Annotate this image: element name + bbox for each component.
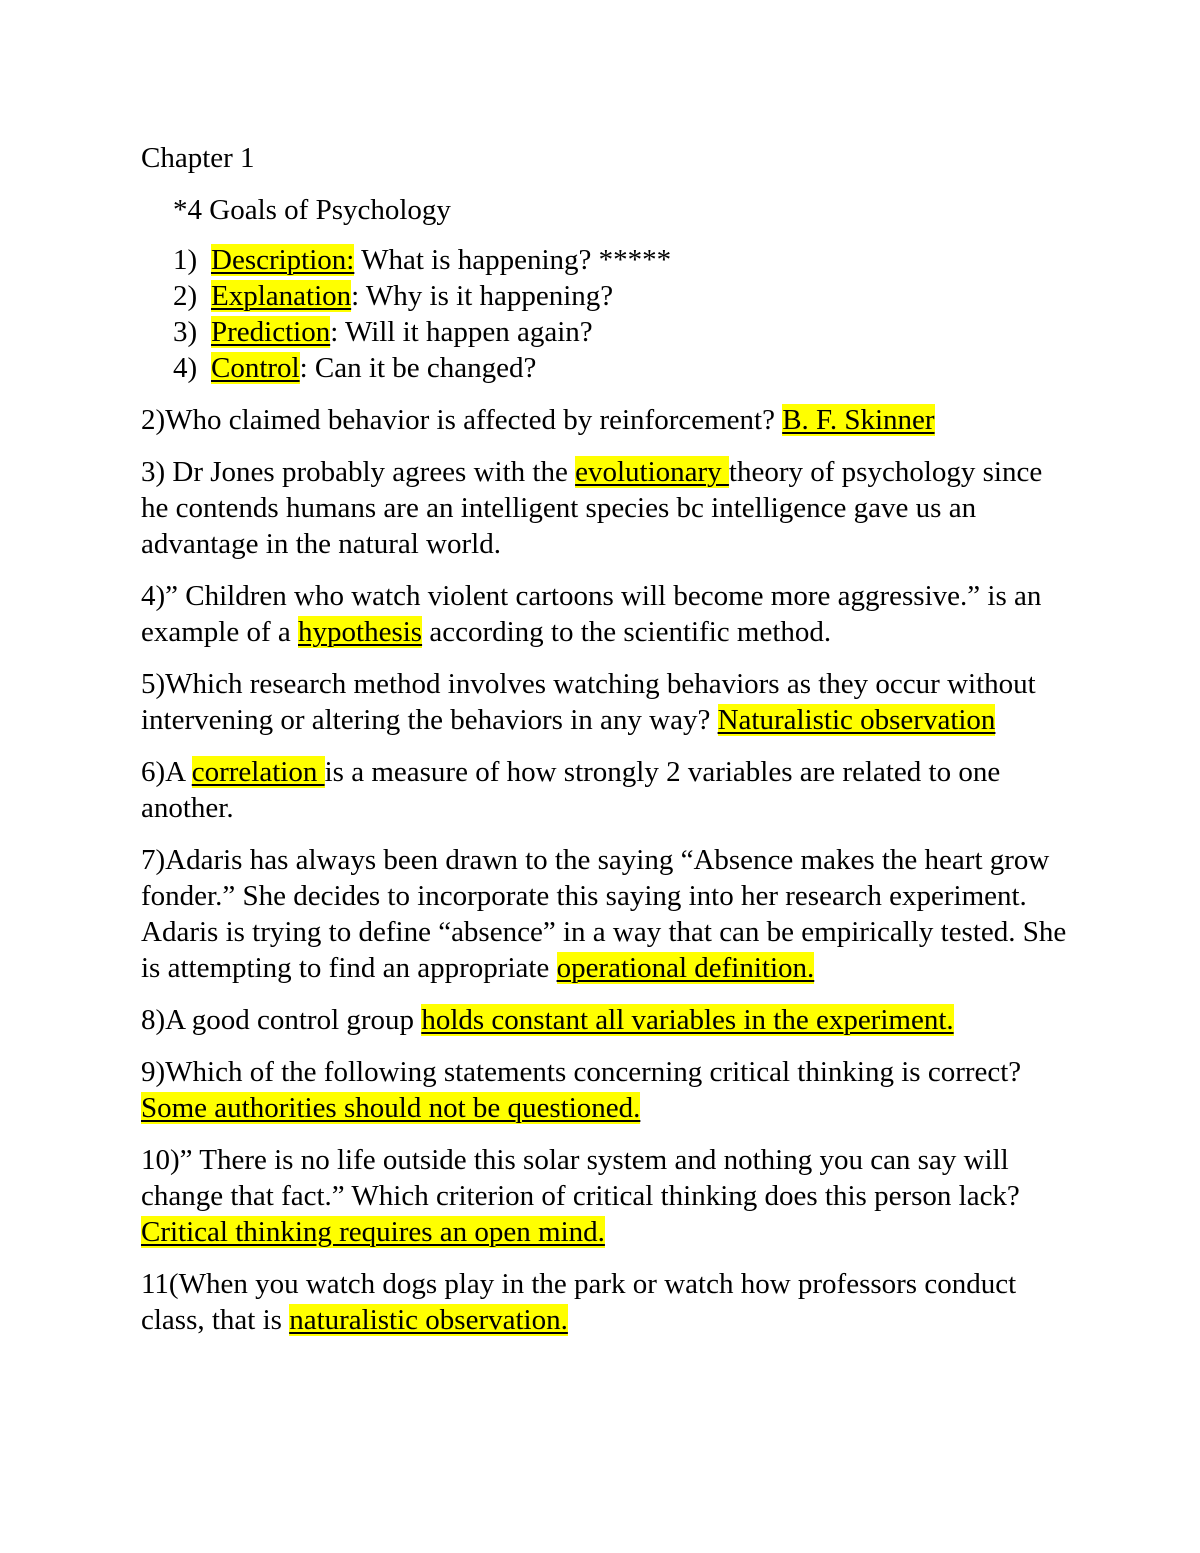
question-5: 5)Which research method involves watching behaviors as they occur without intervening or altering the behaviors in any way? Naturalistic observation — [141, 668, 1036, 736]
goal-item: 4) Control: Can it be changed? — [173, 352, 537, 384]
answer-highlight: hypothesis — [298, 616, 423, 648]
goals-title: *4 Goals of Psychology — [173, 194, 451, 226]
chapter-title: Chapter 1 — [141, 142, 255, 174]
question-3: 3) Dr Jones probably agrees with the evolutionary theory of psychology since he contends humans are an intelligent species bc intelligence gave us an advantage in the natural world. — [141, 456, 1043, 560]
answer-highlight: holds constant all variables in the experiment. — [421, 1004, 954, 1036]
question-2: 2)Who claimed behavior is affected by reinforcement? B. F. Skinner — [141, 404, 935, 436]
answer-highlight: Critical thinking requires an open mind. — [141, 1216, 605, 1248]
goal-item: 1) Description: What is happening? ***** — [173, 244, 672, 276]
goals-list — [141, 242, 1071, 386]
answer-highlight: evolutionary — [575, 456, 729, 488]
answer-highlight: correlation — [191, 756, 325, 788]
document-page — [141, 140, 1071, 1354]
goal-item: 3) Prediction: Will it happen again? — [173, 316, 593, 348]
answer-highlight: B. F. Skinner — [782, 404, 935, 436]
question-11: 11(When you watch dogs play in the park or watch how professors conduct class, that is naturalistic observation. — [141, 1268, 1017, 1336]
answer-highlight: Naturalistic observation — [717, 704, 996, 736]
question-6: 6)A correlation is a measure of how strongly 2 variables are related to one another. — [141, 756, 1001, 824]
question-7: 7)Adaris has always been drawn to the saying “Absence makes the heart grow fonder.” She decides to incorporate this saying into her research experiment. Adaris is trying to define “absence” in a way that can be empirically tested. She is attempting to find an appropriate operational definition. — [141, 844, 1067, 984]
question-4: 4)” Children who watch violent cartoons will become more aggressive.” is an example of a hypothesis according to the scientific method. — [141, 580, 1042, 648]
answer-highlight: operational definition. — [556, 952, 815, 984]
goal-term: Description: — [211, 244, 355, 276]
question-9: 9)Which of the following statements concerning critical thinking is correct? Some authorities should not be questioned. — [141, 1056, 1022, 1124]
answer-highlight: Some authorities should not be questioned. — [141, 1092, 641, 1124]
goal-term: Explanation — [211, 280, 352, 312]
goal-term: Control — [211, 352, 300, 384]
question-8: 8)A good control group holds constant all variables in the experiment. — [141, 1004, 954, 1036]
goal-item: 2) Explanation: Why is it happening? — [173, 280, 614, 312]
question-10: 10)” There is no life outside this solar system and nothing you can say will change that fact.” Which criterion of critical thinking does this person lack? Critical thinking requires an open mind. — [141, 1144, 1020, 1248]
goal-term: Prediction — [211, 316, 331, 348]
answer-highlight: naturalistic observation. — [289, 1304, 568, 1336]
